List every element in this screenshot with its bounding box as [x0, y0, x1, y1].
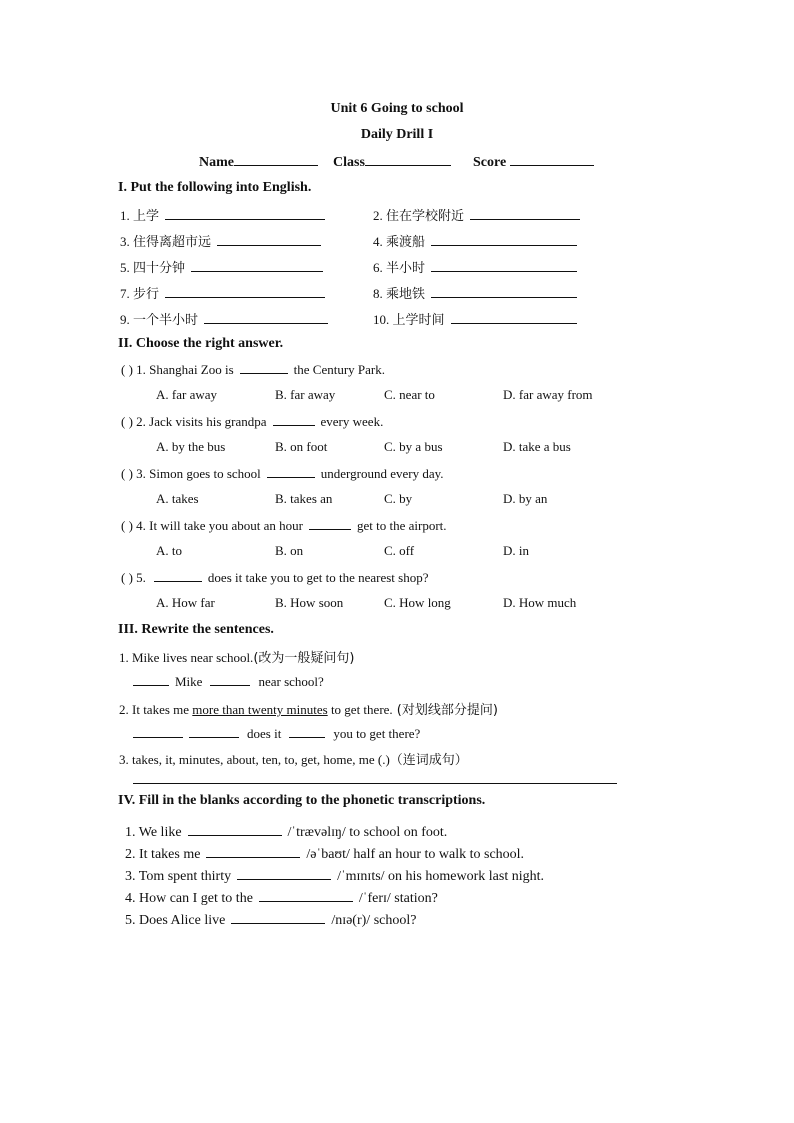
score-blank[interactable] — [510, 153, 594, 166]
rewrite-question-2 — [119, 699, 498, 718]
name-field — [199, 153, 318, 171]
item-text: 2. It takes me — [125, 847, 201, 862]
page-title: Unit 6 Going to school — [330, 101, 464, 116]
answer-word: you to get there? — [333, 726, 421, 741]
item-text: on his homework last night. — [388, 869, 544, 884]
phonetic-item-5 — [125, 911, 416, 929]
s1-item-2 — [373, 205, 580, 224]
option-d[interactable]: D. take a bus — [503, 439, 571, 454]
question-blank — [240, 361, 288, 374]
answer-blank[interactable] — [189, 725, 239, 738]
name-blank[interactable] — [234, 153, 318, 166]
question-text: does it take you to get to the nearest shop? — [207, 570, 429, 585]
item-number: 3. — [120, 234, 130, 249]
item-text: half an hour to walk to school. — [353, 847, 525, 862]
answer-blank[interactable] — [470, 207, 580, 220]
option-d[interactable]: D. far away from — [503, 387, 593, 402]
answer-blank[interactable] — [206, 845, 300, 858]
item-number: 8. — [373, 286, 383, 301]
item-text: 1. We like — [125, 825, 182, 840]
phonetic: /əˈbaʊt/ — [306, 847, 350, 862]
answer-blank[interactable] — [237, 867, 331, 880]
item-text: school? — [373, 913, 417, 928]
question-instruction: (改为一般疑问句) — [253, 651, 355, 666]
phonetic: /ˈferɪ/ — [358, 891, 391, 906]
option-a[interactable]: A. How far — [156, 595, 215, 610]
question-text: 1. Mike lives near school. — [119, 650, 254, 665]
class-field — [333, 153, 451, 171]
question-text: the Century Park. — [293, 362, 386, 377]
item-text: 住在学校附近 — [386, 209, 465, 224]
option-c[interactable]: C. How long — [384, 595, 451, 610]
item-number: 9. — [120, 312, 130, 327]
question-number: 2. — [136, 414, 146, 429]
answer-blank[interactable] — [451, 311, 577, 324]
rewrite-question-1 — [119, 647, 354, 666]
question-instruction: (对划线部分提问) — [392, 703, 498, 718]
question-number: 4. — [136, 518, 146, 533]
phonetic: /ˈmɪnɪts/ — [337, 869, 385, 884]
item-number: 1. — [120, 208, 130, 223]
phonetic-item-3 — [125, 867, 544, 885]
s1-item-3 — [120, 231, 321, 250]
answer-blank[interactable] — [217, 233, 321, 246]
s1-item-5 — [120, 257, 323, 276]
option-d[interactable]: D. How much — [503, 595, 577, 610]
answer-paren[interactable]: ( ) — [121, 466, 133, 481]
option-b[interactable]: B. on foot — [275, 439, 328, 454]
item-text: 上学 — [133, 209, 160, 224]
item-text: station? — [394, 891, 438, 906]
answer-blank[interactable] — [204, 311, 328, 324]
question-text: Shanghai Zoo is — [149, 362, 234, 377]
question-blank — [309, 517, 351, 530]
question-number: 3. — [136, 466, 146, 481]
question-text: to get there. — [327, 702, 393, 717]
answer-blank[interactable] — [191, 259, 323, 272]
answer-blank[interactable] — [431, 259, 577, 272]
answer-paren[interactable]: ( ) — [121, 518, 133, 533]
mc-question-1 — [121, 361, 385, 378]
question-blank — [273, 413, 315, 426]
s1-item-10 — [373, 309, 577, 328]
class-blank[interactable] — [365, 153, 451, 166]
mc-question-3 — [121, 465, 444, 482]
answer-blank[interactable] — [188, 823, 282, 836]
answer-blank[interactable] — [133, 673, 169, 686]
answer-paren[interactable]: ( ) — [121, 570, 133, 585]
option-b[interactable]: B. on — [275, 543, 304, 558]
answer-paren[interactable]: ( ) — [121, 362, 133, 377]
item-text: 半小时 — [386, 261, 426, 276]
question-text: underground every day. — [320, 466, 444, 481]
rewrite-answer-1 — [133, 673, 324, 690]
s1-item-8 — [373, 283, 577, 302]
item-text: 乘渡船 — [386, 235, 426, 250]
question-text: Simon goes to school — [149, 466, 261, 481]
item-number: 7. — [120, 286, 130, 301]
answer-blank[interactable] — [431, 285, 577, 298]
s1-item-9 — [120, 309, 328, 328]
option-a[interactable]: A. by the bus — [156, 439, 226, 454]
phonetic: /nɪə(r)/ — [331, 913, 371, 928]
item-text: 四十分钟 — [133, 261, 186, 276]
item-text: 上学时间 — [392, 313, 445, 328]
item-text: 4. How can I get to the — [125, 891, 253, 906]
page-subtitle: Daily Drill I — [360, 127, 434, 142]
score-label: Score — [473, 155, 507, 170]
answer-paren[interactable]: ( ) — [121, 414, 133, 429]
option-c[interactable]: C. near to — [384, 387, 435, 402]
question-text: It will take you about an hour — [149, 518, 303, 533]
underlined-phrase: more than twenty minutes — [192, 702, 328, 717]
answer-word: does it — [247, 726, 282, 741]
question-text: get to the airport. — [356, 518, 447, 533]
option-b[interactable]: B. How soon — [275, 595, 344, 610]
item-text: 5. Does Alice live — [125, 913, 226, 928]
question-text: 3. takes, it, minutes, about, ten, to, get, home, me (.) — [119, 752, 390, 767]
name-label: Name — [199, 155, 234, 170]
question-text: every week. — [320, 414, 384, 429]
rewrite-question-3 — [119, 749, 468, 768]
question-number: 5. — [136, 570, 146, 585]
option-a[interactable]: A. far away — [156, 387, 217, 402]
option-c[interactable]: C. by — [384, 491, 413, 506]
answer-blank[interactable] — [289, 725, 325, 738]
phonetic-item-4 — [125, 889, 438, 907]
option-a[interactable]: A. to — [156, 543, 182, 558]
item-text: 3. Tom spent thirty — [125, 869, 232, 884]
option-b[interactable]: B. takes an — [275, 491, 333, 506]
item-text: 住得离超市远 — [133, 235, 212, 250]
s1-item-4 — [373, 231, 577, 250]
item-text: to school on foot. — [349, 825, 448, 840]
option-a[interactable]: A. takes — [156, 491, 199, 506]
option-b[interactable]: B. far away — [275, 387, 336, 402]
score-field — [473, 153, 594, 171]
item-number: 5. — [120, 260, 130, 275]
item-text: 步行 — [133, 287, 160, 302]
answer-line[interactable] — [133, 783, 617, 784]
answer-blank[interactable] — [165, 207, 325, 220]
question-blank — [267, 465, 315, 478]
phonetic-item-2 — [125, 845, 524, 863]
item-number: 6. — [373, 260, 383, 275]
class-label: Class — [333, 155, 365, 170]
option-c[interactable]: C. off — [384, 543, 415, 558]
s1-item-6 — [373, 257, 577, 276]
phonetic: /ˈtrævəlɪŋ/ — [287, 825, 346, 840]
option-c[interactable]: C. by a bus — [384, 439, 443, 454]
answer-word: near school? — [258, 674, 324, 689]
mc-question-5 — [121, 569, 429, 586]
item-number: 4. — [373, 234, 383, 249]
question-instruction: （连词成句） — [389, 753, 468, 768]
answer-word: Mike — [175, 674, 203, 689]
option-d[interactable]: D. in — [503, 543, 529, 558]
option-d[interactable]: D. by an — [503, 491, 548, 506]
answer-blank[interactable] — [259, 889, 353, 902]
section-2-heading: II. Choose the right answer. — [118, 336, 284, 351]
section-1-heading: I. Put the following into English. — [118, 180, 312, 195]
question-number: 1. — [136, 362, 146, 377]
answer-blank[interactable] — [431, 233, 577, 246]
item-text: 乘地铁 — [386, 287, 426, 302]
answer-blank[interactable] — [133, 725, 183, 738]
rewrite-answer-2 — [133, 725, 420, 742]
item-number: 2. — [373, 208, 383, 223]
question-text: 2. It takes me — [119, 702, 193, 717]
mc-question-2 — [121, 413, 383, 430]
answer-blank[interactable] — [165, 285, 325, 298]
item-number: 10. — [373, 312, 390, 327]
section-4-heading: IV. Fill in the blanks according to the phonetic transcriptions. — [118, 793, 486, 808]
item-text: 一个半小时 — [133, 313, 199, 328]
mc-question-4 — [121, 517, 447, 534]
answer-blank[interactable] — [231, 911, 325, 924]
section-3-heading: III. Rewrite the sentences. — [118, 622, 274, 637]
phonetic-item-1 — [125, 823, 447, 841]
question-blank — [154, 569, 202, 582]
question-text: Jack visits his grandpa — [149, 414, 267, 429]
s1-item-1 — [120, 205, 325, 224]
s1-item-7 — [120, 283, 325, 302]
answer-blank[interactable] — [210, 673, 250, 686]
